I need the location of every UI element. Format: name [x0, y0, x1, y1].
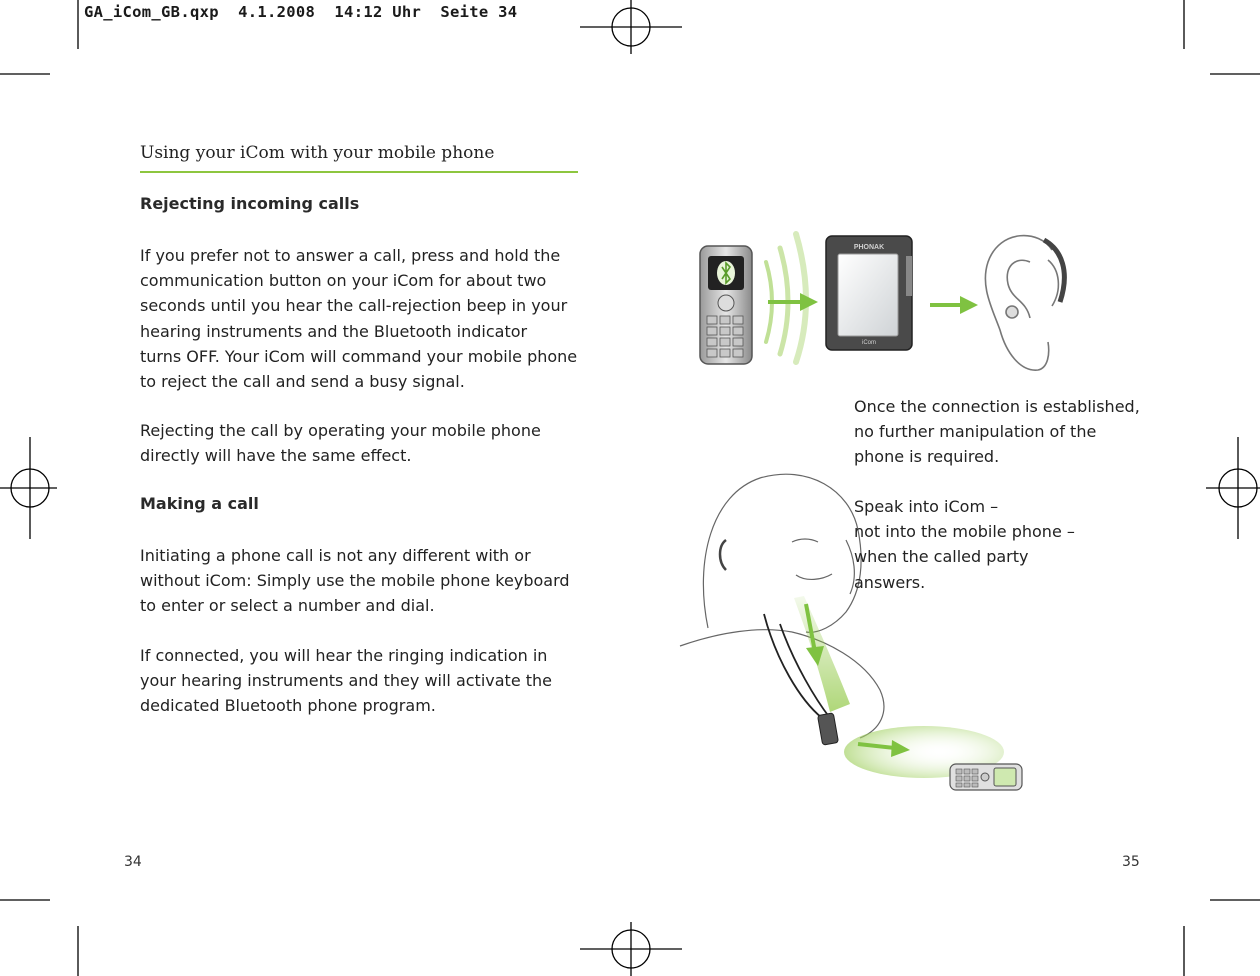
caption-speak: Speak into iCom – not into the mobile phone – when the called party answers.: [854, 497, 1075, 592]
page-number-right: 35: [1122, 854, 1140, 870]
making-call-heading: Making a call: [140, 494, 259, 513]
caption-connection: Once the connection is established, no further manipulation of the phone is required.: [854, 397, 1140, 467]
rejecting-heading: Rejecting incoming calls: [140, 194, 360, 213]
page-number-left: 34: [124, 854, 142, 870]
voice-beam: [794, 596, 850, 712]
mobile-phone-icon: [700, 246, 752, 364]
making-paragraph-2: If connected, you will hear the ringing indication in your hearing instruments and they will activate the dedicated Bluetooth phone program.: [140, 646, 552, 716]
slug-line: GA_iCom_GB.qxp 4.1.2008 14:12 Uhr Seite 34: [84, 3, 518, 21]
section-title: Using your iCom with your mobile phone: [140, 143, 495, 163]
ear-with-hearing-aid-icon: [985, 236, 1064, 371]
arrow-head-icon: [800, 293, 818, 311]
rejecting-paragraph-1: If you prefer not to answer a call, press and hold the communication button on your iCom for about two seconds until you hear the call-rejection beep in your hearing instruments and the Bluetooth indicator turns OFF. Your iCom will command your mobile phone to reject the call and send a busy signal.: [140, 246, 578, 392]
arrow-head-icon: [960, 296, 978, 314]
rejecting-paragraph-2: Rejecting the call by operating your mobile phone directly will have the same effect.: [140, 421, 541, 466]
icom-device-label: iCom: [861, 340, 877, 346]
icom-device-icon: [826, 236, 912, 350]
icom-brand-label: PHONAK: [853, 244, 885, 251]
making-paragraph-1: Initiating a phone call is not any different with or without iCom: Simply use the mobile phone keyboard to enter or select a number and dial.: [140, 546, 570, 616]
icom-worn-icon: [818, 713, 839, 745]
mobile-phone-flat-icon: [950, 764, 1022, 790]
